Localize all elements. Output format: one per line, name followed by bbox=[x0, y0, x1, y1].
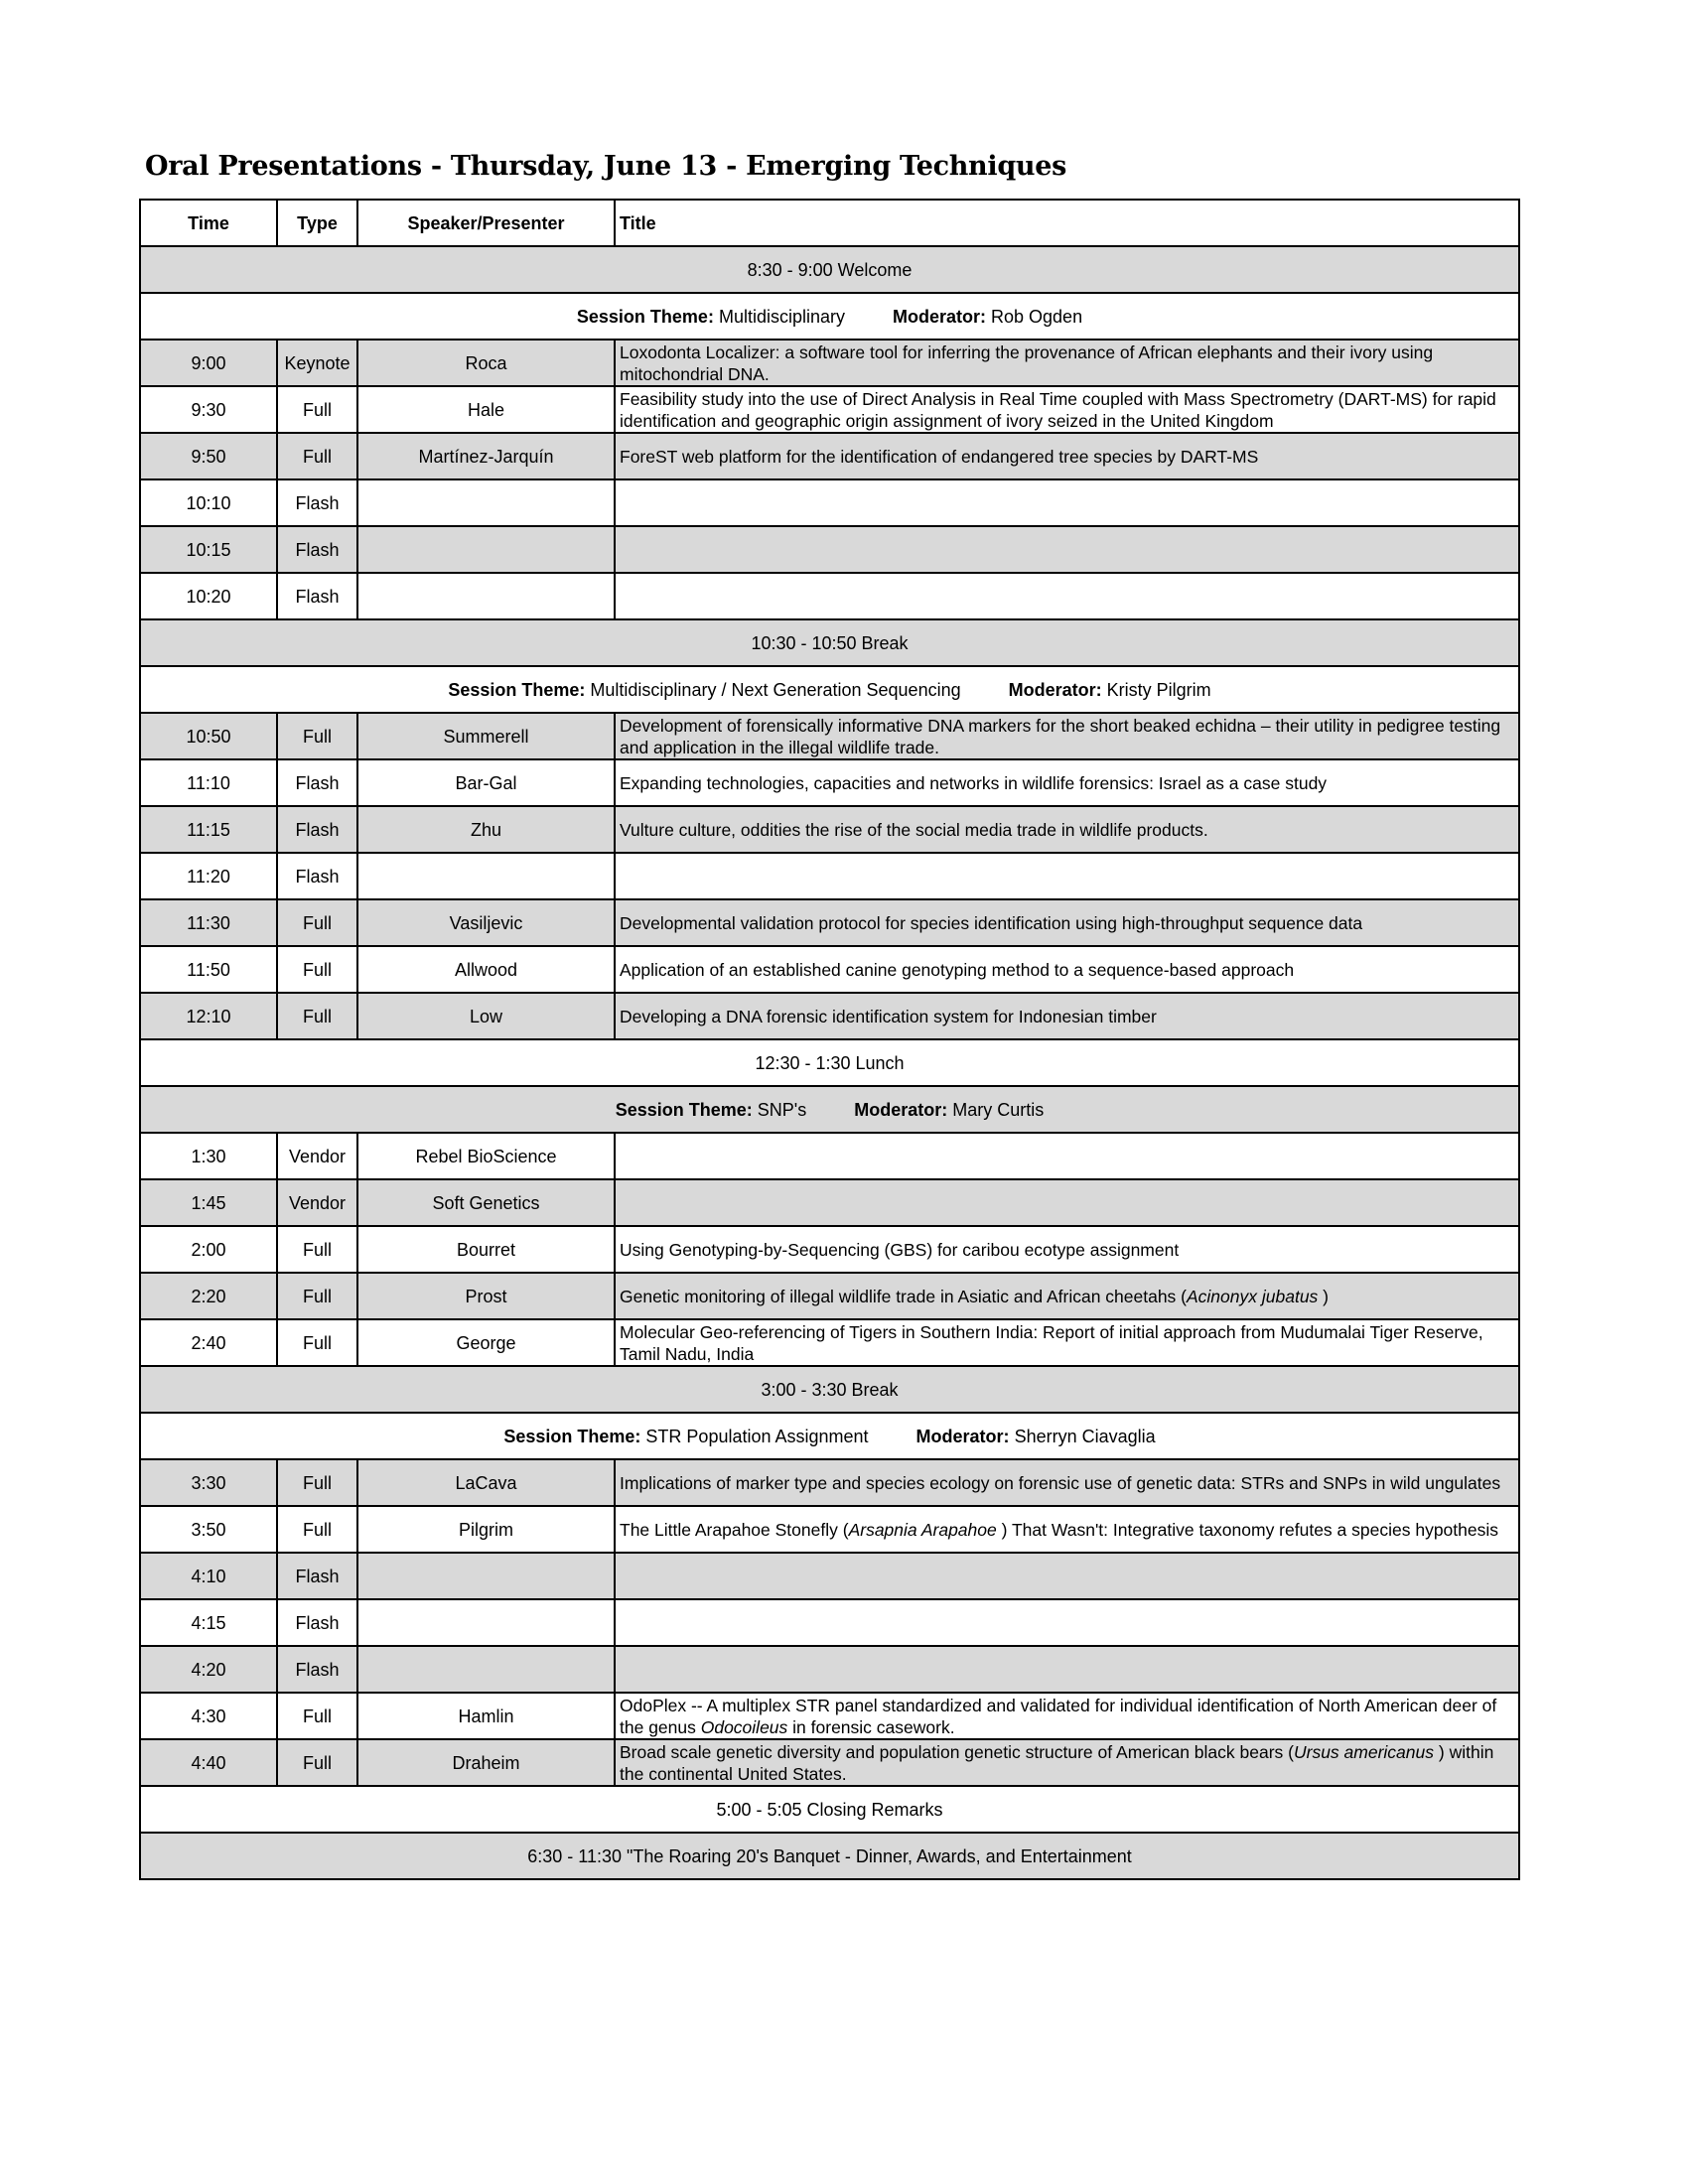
time-cell: 2:40 bbox=[140, 1319, 277, 1366]
type-cell: Vendor bbox=[277, 1179, 357, 1226]
title-text: OdoPlex -- A multiplex STR panel standardized and validated for individual identification of North American deer of the genus bbox=[620, 1695, 1497, 1737]
break-text: 6:30 - 11:30 "The Roaring 20's Banquet - Dinner, Awards, and Entertainment bbox=[140, 1833, 1519, 1879]
speaker-cell: Soft Genetics bbox=[357, 1179, 615, 1226]
session-theme-cell bbox=[140, 666, 1519, 713]
time-cell: 10:20 bbox=[140, 573, 277, 619]
type-cell: Full bbox=[277, 993, 357, 1039]
type-cell: Full bbox=[277, 433, 357, 479]
type-cell: Full bbox=[277, 1319, 357, 1366]
header-type: Type bbox=[277, 200, 357, 246]
species-name: Odocoileus bbox=[700, 1716, 788, 1737]
type-cell: Full bbox=[277, 1226, 357, 1273]
type-cell: Flash bbox=[277, 1646, 357, 1693]
type-cell: Full bbox=[277, 1739, 357, 1786]
header-title: Title bbox=[615, 200, 1519, 246]
session-theme-label: Session Theme: bbox=[615, 1099, 753, 1120]
session-theme-row bbox=[140, 1413, 1519, 1459]
session-theme-value: STR Population Assignment bbox=[645, 1426, 869, 1446]
schedule-talk-row bbox=[140, 386, 1519, 433]
schedule-talk-row bbox=[140, 433, 1519, 479]
schedule-talk-row bbox=[140, 340, 1519, 386]
speaker-cell bbox=[357, 1646, 615, 1693]
schedule-talk-row bbox=[140, 1133, 1519, 1179]
session-theme-cell bbox=[140, 293, 1519, 340]
speaker-cell: Draheim bbox=[357, 1739, 615, 1786]
break-text: 12:30 - 1:30 Lunch bbox=[140, 1039, 1519, 1086]
type-cell: Flash bbox=[277, 759, 357, 806]
schedule-talk-row bbox=[140, 1459, 1519, 1506]
type-cell: Flash bbox=[277, 1553, 357, 1599]
schedule-talk-row bbox=[140, 1226, 1519, 1273]
title-cell bbox=[615, 1646, 1519, 1693]
schedule-talk-row bbox=[140, 1739, 1519, 1786]
time-cell: 10:10 bbox=[140, 479, 277, 526]
session-theme-row bbox=[140, 666, 1519, 713]
title-cell bbox=[615, 1273, 1519, 1319]
speaker-cell: LaCava bbox=[357, 1459, 615, 1506]
time-cell: 2:20 bbox=[140, 1273, 277, 1319]
speaker-cell bbox=[357, 1599, 615, 1646]
time-cell: 12:10 bbox=[140, 993, 277, 1039]
title-cell: Feasibility study into the use of Direct Analysis in Real Time coupled with Mass Spectrometry (DART-MS) for rapid identification and geographic origin assignment of ivory seized in the United Kingdom bbox=[615, 386, 1519, 433]
time-cell: 11:15 bbox=[140, 806, 277, 853]
schedule-talk-row bbox=[140, 993, 1519, 1039]
type-cell: Full bbox=[277, 1459, 357, 1506]
title-cell: Developing a DNA forensic identification system for Indonesian timber bbox=[615, 993, 1519, 1039]
schedule-talk-row bbox=[140, 1599, 1519, 1646]
moderator-name: Mary Curtis bbox=[952, 1099, 1045, 1120]
schedule-talk-row bbox=[140, 1693, 1519, 1739]
speaker-cell bbox=[357, 853, 615, 899]
speaker-cell: Rebel BioScience bbox=[357, 1133, 615, 1179]
table-header-row bbox=[140, 200, 1519, 246]
schedule-talk-row bbox=[140, 526, 1519, 573]
schedule-break-row bbox=[140, 1366, 1519, 1413]
type-cell: Flash bbox=[277, 573, 357, 619]
time-cell: 1:30 bbox=[140, 1133, 277, 1179]
speaker-cell: Prost bbox=[357, 1273, 615, 1319]
speaker-cell: Zhu bbox=[357, 806, 615, 853]
schedule-break-row bbox=[140, 619, 1519, 666]
moderator-label: Moderator: bbox=[1008, 679, 1102, 700]
schedule-talk-row bbox=[140, 1646, 1519, 1693]
moderator-label: Moderator: bbox=[854, 1099, 948, 1120]
title-cell: Using Genotyping-by-Sequencing (GBS) for caribou ecotype assignment bbox=[615, 1226, 1519, 1273]
schedule-talk-row bbox=[140, 946, 1519, 993]
schedule-break-row bbox=[140, 246, 1519, 293]
type-cell: Full bbox=[277, 1693, 357, 1739]
title-text: in forensic casework. bbox=[787, 1716, 955, 1737]
moderator-label: Moderator: bbox=[915, 1426, 1010, 1446]
title-cell bbox=[615, 526, 1519, 573]
session-theme-label: Session Theme: bbox=[503, 1426, 641, 1446]
type-cell: Full bbox=[277, 713, 357, 759]
header-time: Time bbox=[140, 200, 277, 246]
speaker-cell: Summerell bbox=[357, 713, 615, 759]
speaker-cell: Vasiljevic bbox=[357, 899, 615, 946]
time-cell: 11:30 bbox=[140, 899, 277, 946]
schedule-talk-row bbox=[140, 479, 1519, 526]
break-text: 10:30 - 10:50 Break bbox=[140, 619, 1519, 666]
speaker-cell: Hale bbox=[357, 386, 615, 433]
break-text: 3:00 - 3:30 Break bbox=[140, 1366, 1519, 1413]
type-cell: Full bbox=[277, 1506, 357, 1553]
schedule-break-row bbox=[140, 1833, 1519, 1879]
time-cell: 4:40 bbox=[140, 1739, 277, 1786]
type-cell: Flash bbox=[277, 806, 357, 853]
schedule-talk-row bbox=[140, 1553, 1519, 1599]
session-theme-value: Multidisciplinary / Next Generation Sequencing bbox=[590, 679, 961, 700]
time-cell: 4:20 bbox=[140, 1646, 277, 1693]
type-cell: Flash bbox=[277, 479, 357, 526]
species-name: Acinonyx jubatus bbox=[1187, 1286, 1319, 1306]
schedule-body bbox=[140, 246, 1519, 1879]
speaker-cell: Roca bbox=[357, 340, 615, 386]
schedule-talk-row bbox=[140, 1319, 1519, 1366]
time-cell: 10:15 bbox=[140, 526, 277, 573]
time-cell: 11:50 bbox=[140, 946, 277, 993]
title-cell bbox=[615, 573, 1519, 619]
type-cell: Keynote bbox=[277, 340, 357, 386]
time-cell: 11:20 bbox=[140, 853, 277, 899]
time-cell: 9:50 bbox=[140, 433, 277, 479]
time-cell: 9:30 bbox=[140, 386, 277, 433]
type-cell: Full bbox=[277, 946, 357, 993]
type-cell: Flash bbox=[277, 853, 357, 899]
schedule-talk-row bbox=[140, 853, 1519, 899]
title-cell: Implications of marker type and species ecology on forensic use of genetic data: STRs and SNPs in wild ungulates bbox=[615, 1459, 1519, 1506]
title-cell bbox=[615, 1179, 1519, 1226]
time-cell: 4:30 bbox=[140, 1693, 277, 1739]
species-name: Ursus americanus bbox=[1293, 1741, 1435, 1762]
schedule-talk-row bbox=[140, 1179, 1519, 1226]
break-text: 5:00 - 5:05 Closing Remarks bbox=[140, 1786, 1519, 1833]
time-cell: 4:15 bbox=[140, 1599, 277, 1646]
title-cell: Loxodonta Localizer: a software tool for inferring the provenance of African elephants and their ivory using mitochondrial DNA. bbox=[615, 340, 1519, 386]
schedule-talk-row bbox=[140, 1506, 1519, 1553]
schedule-break-row bbox=[140, 1786, 1519, 1833]
title-cell bbox=[615, 1506, 1519, 1553]
time-cell: 3:30 bbox=[140, 1459, 277, 1506]
title-cell bbox=[615, 479, 1519, 526]
speaker-cell: Martínez-Jarquín bbox=[357, 433, 615, 479]
schedule-talk-row bbox=[140, 713, 1519, 759]
title-cell: Vulture culture, oddities the rise of the social media trade in wildlife products. bbox=[615, 806, 1519, 853]
schedule-talk-row bbox=[140, 573, 1519, 619]
time-cell: 2:00 bbox=[140, 1226, 277, 1273]
speaker-cell: Low bbox=[357, 993, 615, 1039]
title-cell bbox=[615, 1739, 1519, 1786]
type-cell: Full bbox=[277, 386, 357, 433]
schedule-talk-row bbox=[140, 899, 1519, 946]
time-cell: 10:50 bbox=[140, 713, 277, 759]
title-cell bbox=[615, 1133, 1519, 1179]
session-theme-value: Multidisciplinary bbox=[718, 306, 845, 327]
time-cell: 11:10 bbox=[140, 759, 277, 806]
speaker-cell: Bourret bbox=[357, 1226, 615, 1273]
title-text: Broad scale genetic diversity and population genetic structure of American black bears ( bbox=[620, 1741, 1294, 1762]
title-text: ) That Wasn't: Integrative taxonomy refutes a species hypothesis bbox=[996, 1519, 1499, 1540]
speaker-cell: Allwood bbox=[357, 946, 615, 993]
type-cell: Vendor bbox=[277, 1133, 357, 1179]
session-theme-cell bbox=[140, 1413, 1519, 1459]
title-cell bbox=[615, 853, 1519, 899]
title-cell: Expanding technologies, capacities and networks in wildlife forensics: Israel as a case study bbox=[615, 759, 1519, 806]
title-cell bbox=[615, 1693, 1519, 1739]
title-cell: Development of forensically informative DNA markers for the short beaked echidna – their utility in pedigree testing and application in the illegal wildlife trade. bbox=[615, 713, 1519, 759]
type-cell: Full bbox=[277, 899, 357, 946]
schedule-talk-row bbox=[140, 759, 1519, 806]
title-cell: Molecular Geo-referencing of Tigers in Southern India: Report of initial approach from Mudumalai Tiger Reserve, Tamil Nadu, India bbox=[615, 1319, 1519, 1366]
title-cell: Developmental validation protocol for species identification using high-throughput sequence data bbox=[615, 899, 1519, 946]
speaker-cell: George bbox=[357, 1319, 615, 1366]
title-cell bbox=[615, 1599, 1519, 1646]
type-cell: Full bbox=[277, 1273, 357, 1319]
time-cell: 3:50 bbox=[140, 1506, 277, 1553]
title-text: ) bbox=[1318, 1286, 1330, 1306]
moderator-label: Moderator: bbox=[893, 306, 986, 327]
session-theme-row bbox=[140, 1086, 1519, 1133]
title-text: The Little Arapahoe Stonefly ( bbox=[620, 1519, 849, 1540]
speaker-cell bbox=[357, 1553, 615, 1599]
moderator-name: Rob Ogden bbox=[991, 306, 1083, 327]
speaker-cell bbox=[357, 573, 615, 619]
schedule-talk-row bbox=[140, 1273, 1519, 1319]
title-text: Genetic monitoring of illegal wildlife trade in Asiatic and African cheetahs ( bbox=[620, 1286, 1187, 1306]
schedule-table bbox=[139, 199, 1520, 1880]
time-cell: 4:10 bbox=[140, 1553, 277, 1599]
speaker-cell: Bar-Gal bbox=[357, 759, 615, 806]
moderator-name: Kristy Pilgrim bbox=[1106, 679, 1211, 700]
session-theme-row bbox=[140, 293, 1519, 340]
time-cell: 9:00 bbox=[140, 340, 277, 386]
session-theme-value: SNP's bbox=[757, 1099, 807, 1120]
session-theme-cell bbox=[140, 1086, 1519, 1133]
session-theme-label: Session Theme: bbox=[576, 306, 714, 327]
schedule-break-row bbox=[140, 1039, 1519, 1086]
title-cell: Application of an established canine genotyping method to a sequence-based approach bbox=[615, 946, 1519, 993]
page-title: Oral Presentations - Thursday, June 13 - Emerging Techniques bbox=[145, 151, 1067, 182]
speaker-cell: Pilgrim bbox=[357, 1506, 615, 1553]
time-cell: 1:45 bbox=[140, 1179, 277, 1226]
schedule-talk-row bbox=[140, 806, 1519, 853]
type-cell: Flash bbox=[277, 1599, 357, 1646]
speaker-cell bbox=[357, 479, 615, 526]
session-theme-label: Session Theme: bbox=[448, 679, 586, 700]
break-text: 8:30 - 9:00 Welcome bbox=[140, 246, 1519, 293]
speaker-cell bbox=[357, 526, 615, 573]
species-name: Arsapnia Arapahoe bbox=[848, 1519, 997, 1540]
type-cell: Flash bbox=[277, 526, 357, 573]
title-cell bbox=[615, 1553, 1519, 1599]
moderator-name: Sherryn Ciavaglia bbox=[1014, 1426, 1156, 1446]
speaker-cell: Hamlin bbox=[357, 1693, 615, 1739]
title-text: ) within the continental United States. bbox=[620, 1741, 1494, 1784]
header-speaker: Speaker/Presenter bbox=[357, 200, 615, 246]
title-cell: ForeST web platform for the identification of endangered tree species by DART-MS bbox=[615, 433, 1519, 479]
